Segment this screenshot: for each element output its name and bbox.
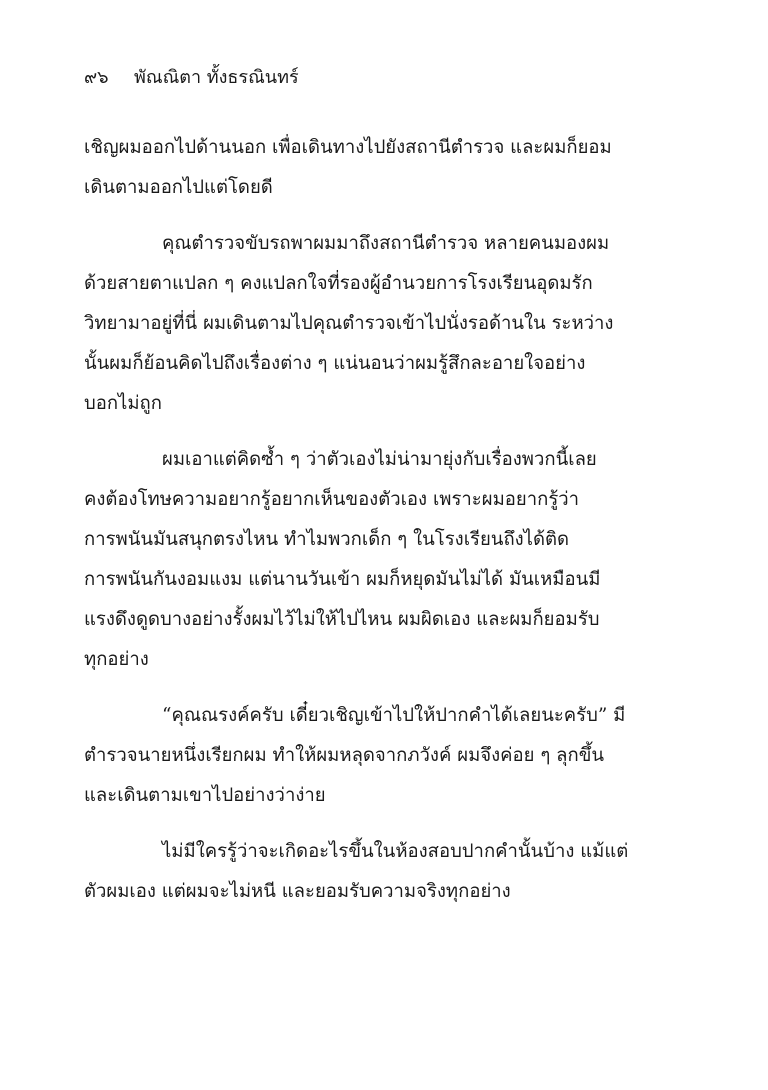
paragraph-1 xyxy=(84,128,684,208)
text-line: คงต้องโทษความอยากรู้อยากเห็นของตัวเอง เพราะผมอยากรู้ว่า xyxy=(84,489,580,510)
text-line: “คุณณรงค์ครับ เดี๋ยวเชิญเข้าไปให้ปากคำได้เลยนะครับ” มี xyxy=(162,705,626,726)
text-line: การพนันกันงอมแงม แต่นานวันเข้า ผมก็หยุดมันไม่ได้ มันเหมือนมี xyxy=(84,569,601,590)
text-line: คุณตำรวจขับรถพาผมมาถึงสถานีตำรวจ หลายคนมองผม xyxy=(162,233,610,254)
paragraph-2 xyxy=(84,224,684,424)
text-line: เดินตามออกไปแต่โดยดี xyxy=(84,177,273,198)
text-line: บอกไม่ถูก xyxy=(84,393,162,414)
page-number: ๙๖ xyxy=(84,67,109,88)
text-line: ด้วยสายตาแปลก ๆ คงแปลกใจที่รองผู้อำนวยการโรงเรียนอุดมรัก xyxy=(84,273,593,294)
text-line: เชิญผมออกไปด้านนอก เพื่อเดินทางไปยังสถานีตำรวจ และผมก็ยอม xyxy=(84,137,612,158)
paragraph-4 xyxy=(84,696,684,816)
paragraph-5 xyxy=(84,832,684,912)
text-line: แรงดึงดูดบางอย่างรั้งผมไว้ไม่ให้ไปไหน ผมผิดเอง และผมก็ยอมรับ xyxy=(84,609,600,630)
text-line: ตำรวจนายหนึ่งเรียกผม ทำให้ผมหลุดจากภวังค์ ผมจึงค่อย ๆ ลุกขึ้น xyxy=(84,745,604,766)
body-text xyxy=(84,128,684,928)
text-line: และเดินตามเขาไปอย่างว่าง่าย xyxy=(84,785,326,806)
paragraph-3 xyxy=(84,440,684,680)
text-line: การพนันมันสนุกตรงไหน ทำไมพวกเด็ก ๆ ในโรงเรียนถึงได้ติด xyxy=(84,529,570,550)
text-line: ผมเอาแต่คิดซ้ำ ๆ ว่าตัวเองไม่น่ามายุ่งกับเรื่องพวกนี้เลย xyxy=(162,449,597,470)
author-name: พัณณิตา ทั้งธรณินทร์ xyxy=(134,67,299,88)
text-line: ไม่มีใครรู้ว่าจะเกิดอะไรขึ้นในห้องสอบปากคำนั้นบ้าง แม้แต่ xyxy=(162,841,629,862)
running-header xyxy=(84,62,299,94)
text-line: นั้นผมก็ย้อนคิดไปถึงเรื่องต่าง ๆ แน่นอนว่าผมรู้สึกละอายใจอย่าง xyxy=(84,353,586,374)
text-line: วิทยามาอยู่ที่นี่ ผมเดินตามไปคุณตำรวจเข้าไปนั่งรอด้านใน ระหว่าง xyxy=(84,313,614,334)
text-line: ทุกอย่าง xyxy=(84,649,149,670)
text-line: ตัวผมเอง แต่ผมจะไม่หนี และยอมรับความจริงทุกอย่าง xyxy=(84,881,511,902)
